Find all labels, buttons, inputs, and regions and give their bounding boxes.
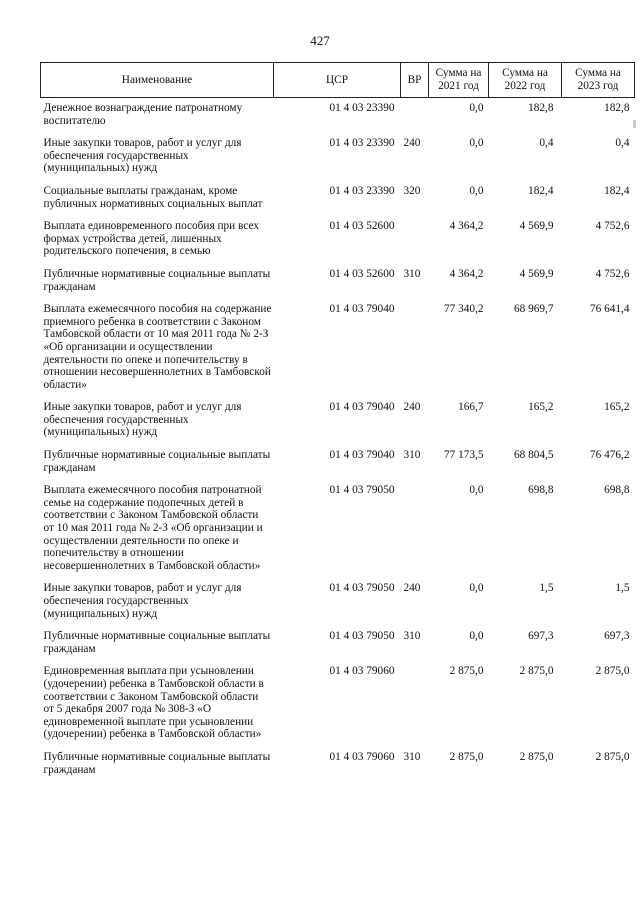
row-sum-2021: 4 364,2: [449, 220, 484, 233]
row-vr: 310: [403, 267, 421, 280]
row-csr: 01 4 03 79060: [329, 665, 395, 678]
row-sum-2021: 0,0: [469, 184, 484, 197]
row-sum-2023: 698,8: [604, 484, 630, 497]
row-name: Публичные нормативные социальные выплаты гражданам: [43, 267, 271, 293]
row-vr: [401, 480, 429, 578]
row-sum-2021: 0,0: [469, 137, 484, 150]
budget-table: [40, 62, 635, 782]
row-sum-2021: 4 364,2: [449, 267, 484, 280]
row-vr: 320: [403, 184, 421, 197]
row-vr: 310: [403, 449, 421, 462]
table-row: [41, 397, 635, 445]
table-row: [41, 133, 635, 181]
row-sum-2022: 68 969,7: [513, 303, 554, 316]
row-vr: [401, 661, 429, 747]
row-sum-2021: 0,0: [469, 484, 484, 497]
row-name: Публичные нормативные социальные выплаты гражданам: [43, 750, 271, 776]
row-name: Социальные выплаты гражданам, кроме публичных нормативных социальных выплат: [43, 184, 263, 210]
row-name: Иные закупки товаров, работ и услуг для обеспечения государственных (муниципальных) нужд: [43, 582, 242, 620]
row-vr: [401, 216, 429, 264]
row-sum-2023: 182,8: [604, 102, 630, 114]
row-csr: 01 4 03 79050: [329, 484, 395, 497]
table-row: [41, 299, 635, 397]
row-csr: 01 4 03 79060: [329, 750, 395, 763]
row-sum-2021: 77 173,5: [443, 449, 484, 462]
table-row: [41, 181, 635, 216]
row-vr: 240: [403, 401, 421, 414]
table-row: [41, 747, 635, 782]
row-vr: [401, 98, 429, 134]
row-sum-2021: 0,0: [469, 102, 484, 114]
row-sum-2021: 0,0: [469, 582, 484, 595]
row-vr: 310: [403, 750, 421, 763]
row-sum-2022: 182,4: [528, 184, 554, 197]
row-sum-2022: 0,4: [539, 137, 554, 150]
row-name: Публичные нормативные социальные выплаты гражданам: [43, 449, 271, 474]
row-csr: 01 4 03 52600: [329, 267, 395, 280]
table-row: [41, 578, 635, 626]
header-sum-2023: Сумма на 2023 год: [562, 63, 635, 98]
row-sum-2021: 0,0: [469, 630, 484, 643]
row-csr: 01 4 03 79050: [329, 582, 395, 595]
row-csr: 01 4 03 23390: [329, 102, 395, 114]
row-name: Выплата ежемесячного пособия на содержание приемного ребенка в соответствии с Законом Тамбовской области от 10 мая 2011 года № 2-З «Об организации и осуществлении деятельности по опеке и попечительству в отношении несовершеннолетних в Тамбовской области»: [43, 303, 272, 391]
table-row: [41, 98, 635, 134]
row-csr: 01 4 03 23390: [329, 137, 395, 150]
row-sum-2023: 2 875,0: [595, 750, 630, 763]
row-sum-2021: 166,7: [458, 401, 484, 414]
table-row: [41, 626, 635, 661]
row-sum-2022: 165,2: [528, 401, 554, 414]
row-sum-2023: 76 641,4: [589, 303, 630, 316]
row-csr: 01 4 03 79050: [329, 630, 395, 643]
table-row: [41, 264, 635, 299]
table-row: [41, 480, 635, 578]
row-vr: 240: [403, 137, 421, 150]
row-csr: 01 4 03 79040: [329, 303, 395, 316]
table-row: [41, 661, 635, 747]
row-csr: 01 4 03 79040: [329, 449, 395, 462]
row-vr: 240: [403, 582, 421, 595]
page-number: 427: [310, 33, 330, 48]
row-name: Выплата единовременного пособия при всех формах устройства детей, лишенных родительского попечения, в семью: [43, 220, 259, 258]
row-sum-2023: 0,4: [615, 137, 630, 150]
row-sum-2022: 1,5: [539, 582, 554, 595]
row-sum-2022: 698,8: [528, 484, 554, 497]
row-name: Единовременная выплата при усыновлении (удочерении) ребенка в Тамбовской области в соответствии с Законом Тамбовской области от 5 декабря 2007 года № 308-З «О единовременной выплате при усыновлении (удочерении) ребенка в Тамбовской области»: [43, 665, 264, 741]
row-sum-2023: 4 752,6: [595, 220, 630, 233]
header-vr: ВР: [401, 63, 429, 98]
row-sum-2022: 2 875,0: [519, 665, 554, 678]
header-csr: ЦСР: [274, 63, 401, 98]
row-sum-2023: 76 476,2: [589, 449, 630, 462]
row-sum-2021: 2 875,0: [449, 665, 484, 678]
row-name: Иные закупки товаров, работ и услуг для обеспечения государственных (муниципальных) нужд: [43, 137, 242, 175]
row-sum-2021: 77 340,2: [443, 303, 484, 316]
row-csr: 01 4 03 23390: [329, 184, 395, 197]
header-sum-2021: Сумма на 2021 год: [429, 63, 489, 98]
row-name: Иные закупки товаров, работ и услуг для обеспечения государственных (муниципальных) нужд: [43, 401, 242, 439]
row-sum-2022: 2 875,0: [519, 750, 554, 763]
row-sum-2021: 2 875,0: [449, 750, 484, 763]
row-sum-2022: 68 804,5: [513, 449, 554, 462]
row-name: Выплата ежемесячного пособия патронатной семье на содержание подопечных детей в соответствии с Законом Тамбовской области от 10 мая 2011 года № 2-З «Об организации и осуществлении деятельности по опеке и попечительству в отношении несовершеннолетних в Тамбовской области»: [43, 484, 263, 572]
row-csr: 01 4 03 79040: [329, 401, 395, 414]
row-name: Денежное вознаграждение патронатному воспитателю: [43, 102, 243, 127]
row-sum-2023: 697,3: [604, 630, 630, 643]
row-sum-2023: 2 875,0: [595, 665, 630, 678]
header-name: Наименование: [41, 63, 274, 98]
row-sum-2023: 165,2: [604, 401, 630, 414]
table-row: [41, 216, 635, 264]
row-vr: 310: [403, 630, 421, 643]
scan-mark: [633, 120, 636, 128]
row-sum-2022: 4 569,9: [519, 220, 554, 233]
row-sum-2022: 697,3: [528, 630, 554, 643]
table-body: [41, 98, 635, 783]
row-sum-2023: 182,4: [604, 184, 630, 197]
row-sum-2022: 182,8: [528, 102, 554, 114]
row-vr: [401, 299, 429, 397]
table-header: [41, 63, 635, 98]
row-sum-2023: 1,5: [615, 582, 630, 595]
row-name: Публичные нормативные социальные выплаты гражданам: [43, 630, 271, 655]
row-csr: 01 4 03 52600: [329, 220, 395, 233]
table-row: [41, 445, 635, 480]
row-sum-2022: 4 569,9: [519, 267, 554, 280]
header-sum-2022: Сумма на 2022 год: [489, 63, 562, 98]
row-sum-2023: 4 752,6: [595, 267, 630, 280]
